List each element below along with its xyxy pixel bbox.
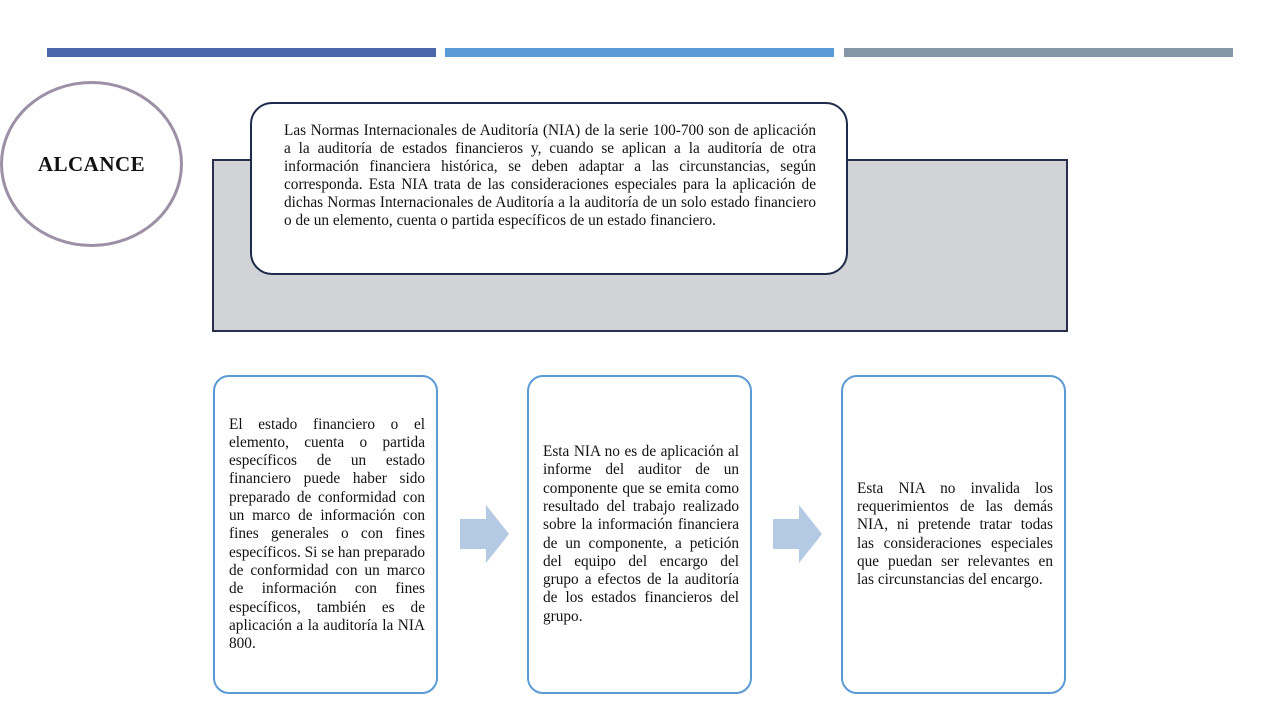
card-1 xyxy=(213,375,438,694)
intro-box xyxy=(250,102,848,275)
card-2-text: Esta NIA no es de aplicación al informe del auditor de un componente que se emita como resultado del trabajo realizado sobre la información financiera de un componente, a petición del equipo del encargo del grupo a efectos de la auditoría de los estados financieros del grupo. xyxy=(543,443,739,625)
card-2 xyxy=(527,375,752,694)
header-bar-gray xyxy=(844,48,1233,57)
right-arrow-icon xyxy=(773,505,822,563)
header-bar-dark-blue xyxy=(47,48,436,57)
right-arrow-icon xyxy=(460,505,509,563)
title-circle xyxy=(0,81,183,247)
card-3-text: Esta NIA no invalida los requerimientos de las demás NIA, ni pretende tratar todas las consideraciones especiales que puedan ser relevantes en las circunstancias del encargo. xyxy=(857,479,1053,589)
header-bar-light-blue xyxy=(445,48,834,57)
card-3 xyxy=(841,375,1066,694)
card-1-text: El estado financiero o el elemento, cuenta o partida específicos de un estado financiero puede haber sido preparado de conformidad con un marco de información con fines generales o con fines específicos. Si se han preparado de conformidad con un marco de información con fines específicos, también es de aplicación a la auditoría la NIA 800. xyxy=(229,415,425,653)
intro-text: Las Normas Internacionales de Auditoría (NIA) de la serie 100-700 son de aplicación a la auditoría de estados financieros y, cuando se aplican a la auditoría de otra información financiera histórica, se deben adaptar a las circunstancias, según corresponda. Esta NIA trata de las consideraciones especiales para la aplicación de dichas Normas Internacionales de Auditoría a la auditoría de un solo estado financiero o de un elemento, cuenta o partida específicos de un estado financiero. xyxy=(284,122,816,230)
title: ALCANCE xyxy=(37,151,146,176)
